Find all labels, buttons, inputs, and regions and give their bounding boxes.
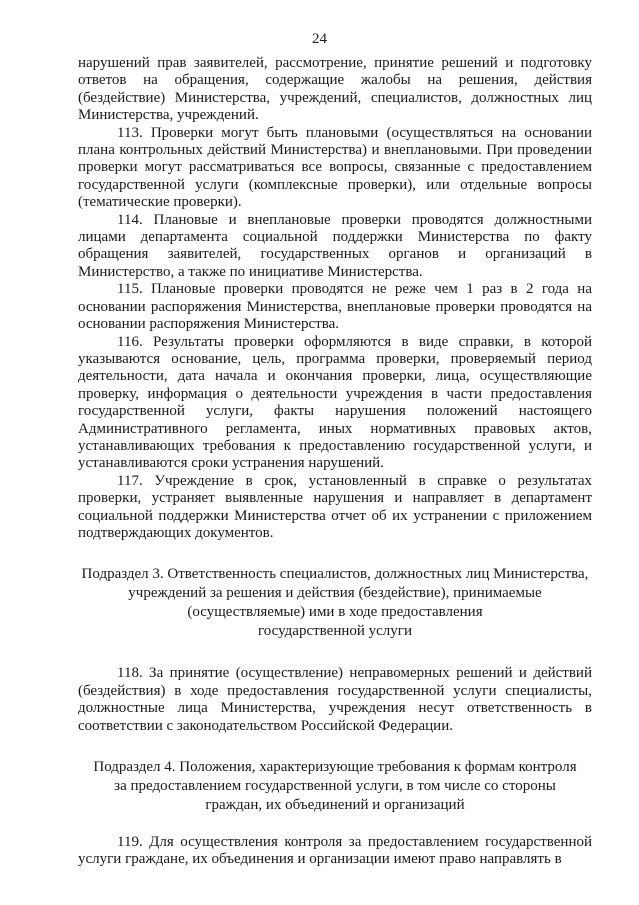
document-body: [78, 55, 592, 869]
subsection-3-heading: [78, 565, 592, 641]
paragraph-114: 114. Плановые и внеплановые проверки проводятся должностными лицами департамента социальной поддержки Министерства по факту обращения заявителей, государственных органов и организаций в Министерство, а также по инициативе Министерства.: [78, 211, 592, 280]
subsection-heading-line: за предоставлением государственной услуги, в том числе со стороны: [114, 778, 556, 794]
paragraph-116: 116. Результаты проверки оформляются в виде справки, в которой указываются основание, цель, программа проверки, проверяемый период деятельности, дата начала и окончания проверки, лица, осуществляющие проверку, информация о деятельности учреждения в части предоставления государственной услуги, факты нарушения положений настоящего Административного регламента, иных нормативных правовых актов, устанавливающих требования к предоставлению государственной услуги, и устанавливаются сроки устранения нарушений.: [78, 333, 592, 472]
paragraph-continuation: нарушений прав заявителей, рассмотрение, принятие решений и подготовку ответов на обращения, содержащие жалобы на решения, действия (бездействие) Министерства, учреждений, специалистов, должностных лиц Министерства, учреждений.: [78, 55, 592, 124]
subsection-heading-line: Подраздел 3. Ответственность специалистов, должностных лиц Министерства,: [81, 566, 589, 583]
page-number: 24: [312, 31, 327, 47]
paragraph-115: 115. Плановые проверки проводятся не реже чем 1 раз в 2 года на основании распоряжения Министерства, внеплановые проверки проводятся на основании распоряжения Министерства.: [78, 281, 592, 333]
paragraph-113: 113. Проверки могут быть плановыми (осуществляться на основании плана контрольных действий Министерства) и внеплановыми. При проведении проверки могут рассматриваться все вопросы, связанные с предоставлением государственной услуги (комплексные проверки), или отдельные вопросы (тематические проверки).: [78, 124, 592, 211]
paragraph-118: 118. За принятие (осуществление) неправомерных решений и действий (бездействия) в ходе предоставления государственной услуги специалисты, должностные лица Министерства, учреждения несут ответственность в соответствии с законодательством Российской Федерации.: [78, 665, 592, 734]
subsection-heading-line: (осуществляемые) ими в ходе предоставления: [187, 604, 483, 621]
subsection-heading-line: Подраздел 4. Положения, характеризующие требования к формам контроля: [93, 759, 577, 775]
subsection-4-heading: [78, 758, 592, 815]
paragraph-119: 119. Для осуществления контроля за предоставлением государственной услуги граждане, их объединения и организации имеют право направлять в: [78, 834, 592, 868]
paragraph-117: 117. Учреждение в срок, установленный в справке о результатах проверки, устраняет выявленные нарушения и направляет в департамент социальной поддержки Министерства отчет об их устранении с приложением подтверждающих документов.: [78, 472, 592, 541]
subsection-heading-line: государственной услуги: [258, 623, 412, 640]
subsection-heading-line: учреждений за решения и действия (бездействие), принимаемые: [128, 585, 542, 602]
subsection-heading-line: граждан, их объединений и организаций: [205, 797, 465, 813]
